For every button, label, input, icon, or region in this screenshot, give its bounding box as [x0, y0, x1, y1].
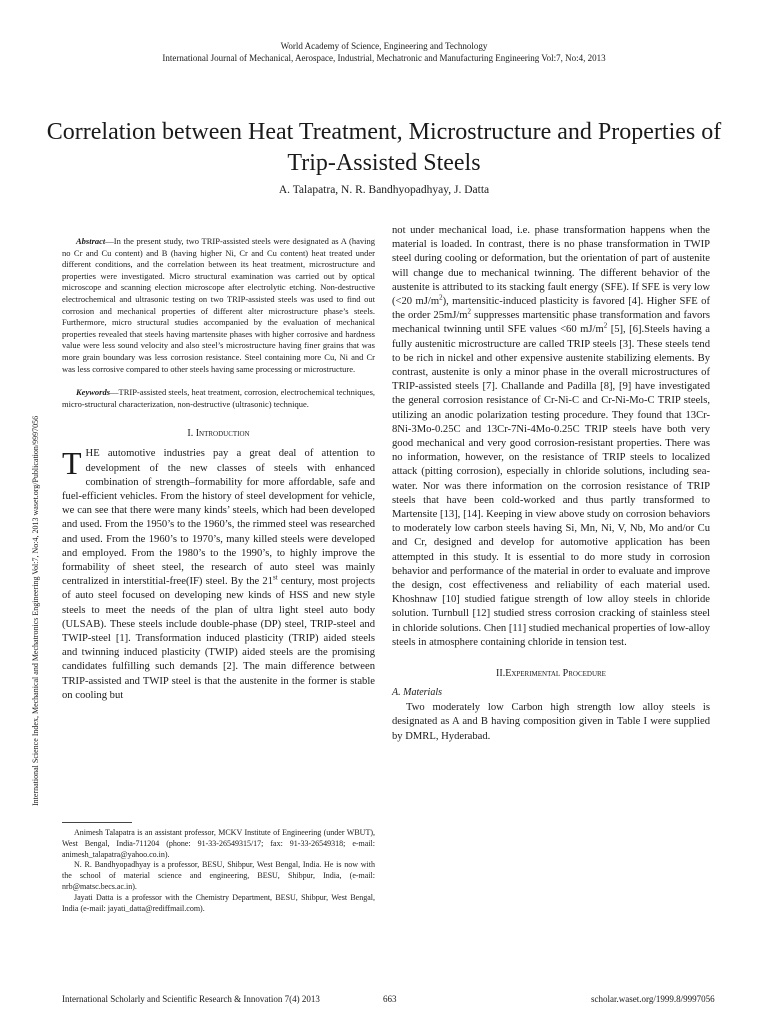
left-column: [62, 236, 375, 703]
paper-title: Correlation between Heat Treatment, Microstructure and Properties of Trip-Assisted Steels: [46, 119, 722, 176]
keywords-label: Keywords: [76, 387, 110, 398]
introduction-continuation: not under mechanical load, i.e. phase transformation happens when the material is loaded. In contrast, there is no phase transformation in TWIP steel during cooling or deformation, but the orientation of part of austenite will change due to mechanical twinning. The different behavior of the austenite is attributed to its stacking fault energy (SFE). If SFE is very low (<20 $mJ/m^2$), martensitic-induced plasticity is favored [4]. Higher SFE of the order $25mJ/m^2$ suppresses martensitic phase transformation and favors mechanical twinning until SFE values <60 $mJ/m^2$ [5], [6].Steels having a fully austenitic microstructure are called TRIP steels [3]. These steels tend to be rich in nickel and other expensive austenite stabilizing elements. By contrast, austenite is only a minor phase in the overall microstructures of TRIP-assisted steels [7]. Challande and Padilla [8], [9] have investigated the general corrosion resistance of Cr-Ni-C and Cr-Ni-Mo-C TRIP steels, utilizing an anodic polarization testing procedure. They found that 13Cr-8Ni-3Mo-0.25C and 13Cr-7Ni-4Mo-0.25C TRIP steels have both very good mechanical and very good corrosion-resistant properties. There was no information, however, on the resistance of TRIP steels to localized attack (pitting corrosion), especially in chloride solutions, including sea-water. Nor was there information on the corrosion resistance of TRIP steels that have been cold-worked and thus partly transformed to Martensite [13], [14]. Keeping in view above study on corrosion behaviors to moderately low carbon steels having Si, Mn, Ni, V, Nb, Mo and/or Cu and Cr, designed and develop for automotive application has been attempted in this study. It is essential to do more study in corrosion behavior and performance of the material in order to evaluate and improve the design, cost effectiveness and reliability of each material used. Khoshnaw [10] studied fatigue strength of low alloy steels in chloride solution. Turnbull [12] studied stress corrosion cracking of stainless steel in chloride solutions. Chen [11] studied mechanical properties of low-alloy steels in atmosphere containing chloride in tension test.: [392, 225, 711, 648]
journal-publisher: World Academy of Science, Engineering and Technology: [280, 41, 488, 51]
footnote-divider: [62, 822, 132, 823]
abstract-label: Abstract: [76, 236, 106, 246]
footnote-3: Jayati Datta is a professor with the Chemistry Department, BESU, Shibpur, West Bengal, India (e-mail: jayati_datta@rediffmail.com).: [62, 892, 375, 913]
page-number: 663: [383, 994, 397, 1004]
footnote-2: N. R. Bandhyopadhyay is a professor, BESU, Shibpur, West Bengal, India. He is now with the school of material science and engineering, BESU, Shibpur, India, (e-mail: nrb@matsc.becs.ac.in).: [62, 860, 375, 891]
section-heading-experimental: II.Experimental Procedure: [496, 668, 606, 680]
right-column: [392, 224, 710, 744]
side-index-text: International Science Index, Mechanical and Mechatronics Engineering Vol:7, No:4, 2013 waset.org/Publication/9997056: [31, 415, 40, 806]
abstract: [62, 236, 375, 375]
section-heading-introduction: I. Introduction: [187, 428, 250, 440]
author-footnotes: [62, 828, 375, 914]
introduction-paragraph: THE automotive industries pay a great deal of attention to development of the new classes of steels with enhanced combination of strength–formability for more affordable, safe and fuel-efficient vehicles. From the history of steel development for vehicle, we can see that there were many kinds’ steels, which had been developed and used. From the 1950’s to the 1960’s, the rimmed steel was researched and used. From the 1960’s to 1970’s, many killed steels were developed and employed. From the 1980’s to the 1990’s, to highly improve the formability of sheet steel, the research of auto steel was mainly centralized in interstitial-free(IF) steel. By the 21st century, most projects of auto steel focused on developing new kinds of HSS and new style steels to meet the needs of the plan of ultra light steel auto body (ULSAB). These steels include double-phase (DP) steel, TRIP-steel and TWIP-steel [1]. Transformation induced plasticity (TRIP) aided steels and twinning induced plasticity (TWIP) aided steels are the promising candidates fulfilling such demands [2]. The main difference between TRIP-assisted and TWIP steel is that the austenite in the former is stable on cooling but: [62, 445, 375, 701]
materials-paragraph: Two moderately low Carbon high strength low alloy steels is designated as A and B having composition given in Table I were supplied by DMRL, Hyderabad.: [392, 702, 710, 742]
subsection-materials: A. Materials: [392, 687, 442, 699]
keywords-text: —TRIP-assisted steels, heat treatment, corrosion, electrochemical techniques, micro-structural characterization, non-destructive (ultrasonic) technique.: [62, 387, 375, 409]
footer-url: scholar.waset.org/1999.8/9997056: [591, 994, 715, 1004]
paper-authors: A. Talapatra, N. R. Bandhyopadhyay, J. Datta: [278, 184, 490, 196]
journal-name: International Journal of Mechanical, Aerospace, Industrial, Mechatronic and Manufacturing Engineering Vol:7, No:4, 2013: [162, 53, 606, 63]
keywords: [62, 387, 375, 410]
drop-cap: T: [62, 445, 82, 482]
footnote-1: Animesh Talapatra is an assistant professor, MCKV Institute of Engineering (under WBUT), West Bengal, India-711204 (phone: 91-33-26549315/17; fax: 91-33-26549318; e-mail: animesh_talapatra@yahoo.co.in).: [62, 828, 375, 859]
abstract-text: —In the present study, two TRIP-assisted steels were designated as A (having no Cr and Cu content) and B (having higher Ni, Cr and Cu content) heat treated under different conditions, and the correlation between its heat treatment, microstructure and properties were investigated. Micro structural examination was carried out by optical microscope and scanning election microscope after electrolytic etching. Non-destructive electrochemical and ultrasonic testing on two TRIP-assisted steels was used to find out corrosion and mechanical properties of different alter microstructure phase’s steels. Furthermore, micro structural studies accompanied by the evaluation of mechanical properties revealed that steels having martensite phases with higher corrosive and hardness value were less sound velocity and also steel’s microstructure having finer grains that was more grain boundary was less corrosion resistance. Steel containing more Cu, Ni and Cr was less corrosive compared to other steels having same processing or microstructure.: [62, 236, 375, 374]
footer-journal: International Scholarly and Scientific Research & Innovation 7(4) 2013: [62, 994, 320, 1004]
